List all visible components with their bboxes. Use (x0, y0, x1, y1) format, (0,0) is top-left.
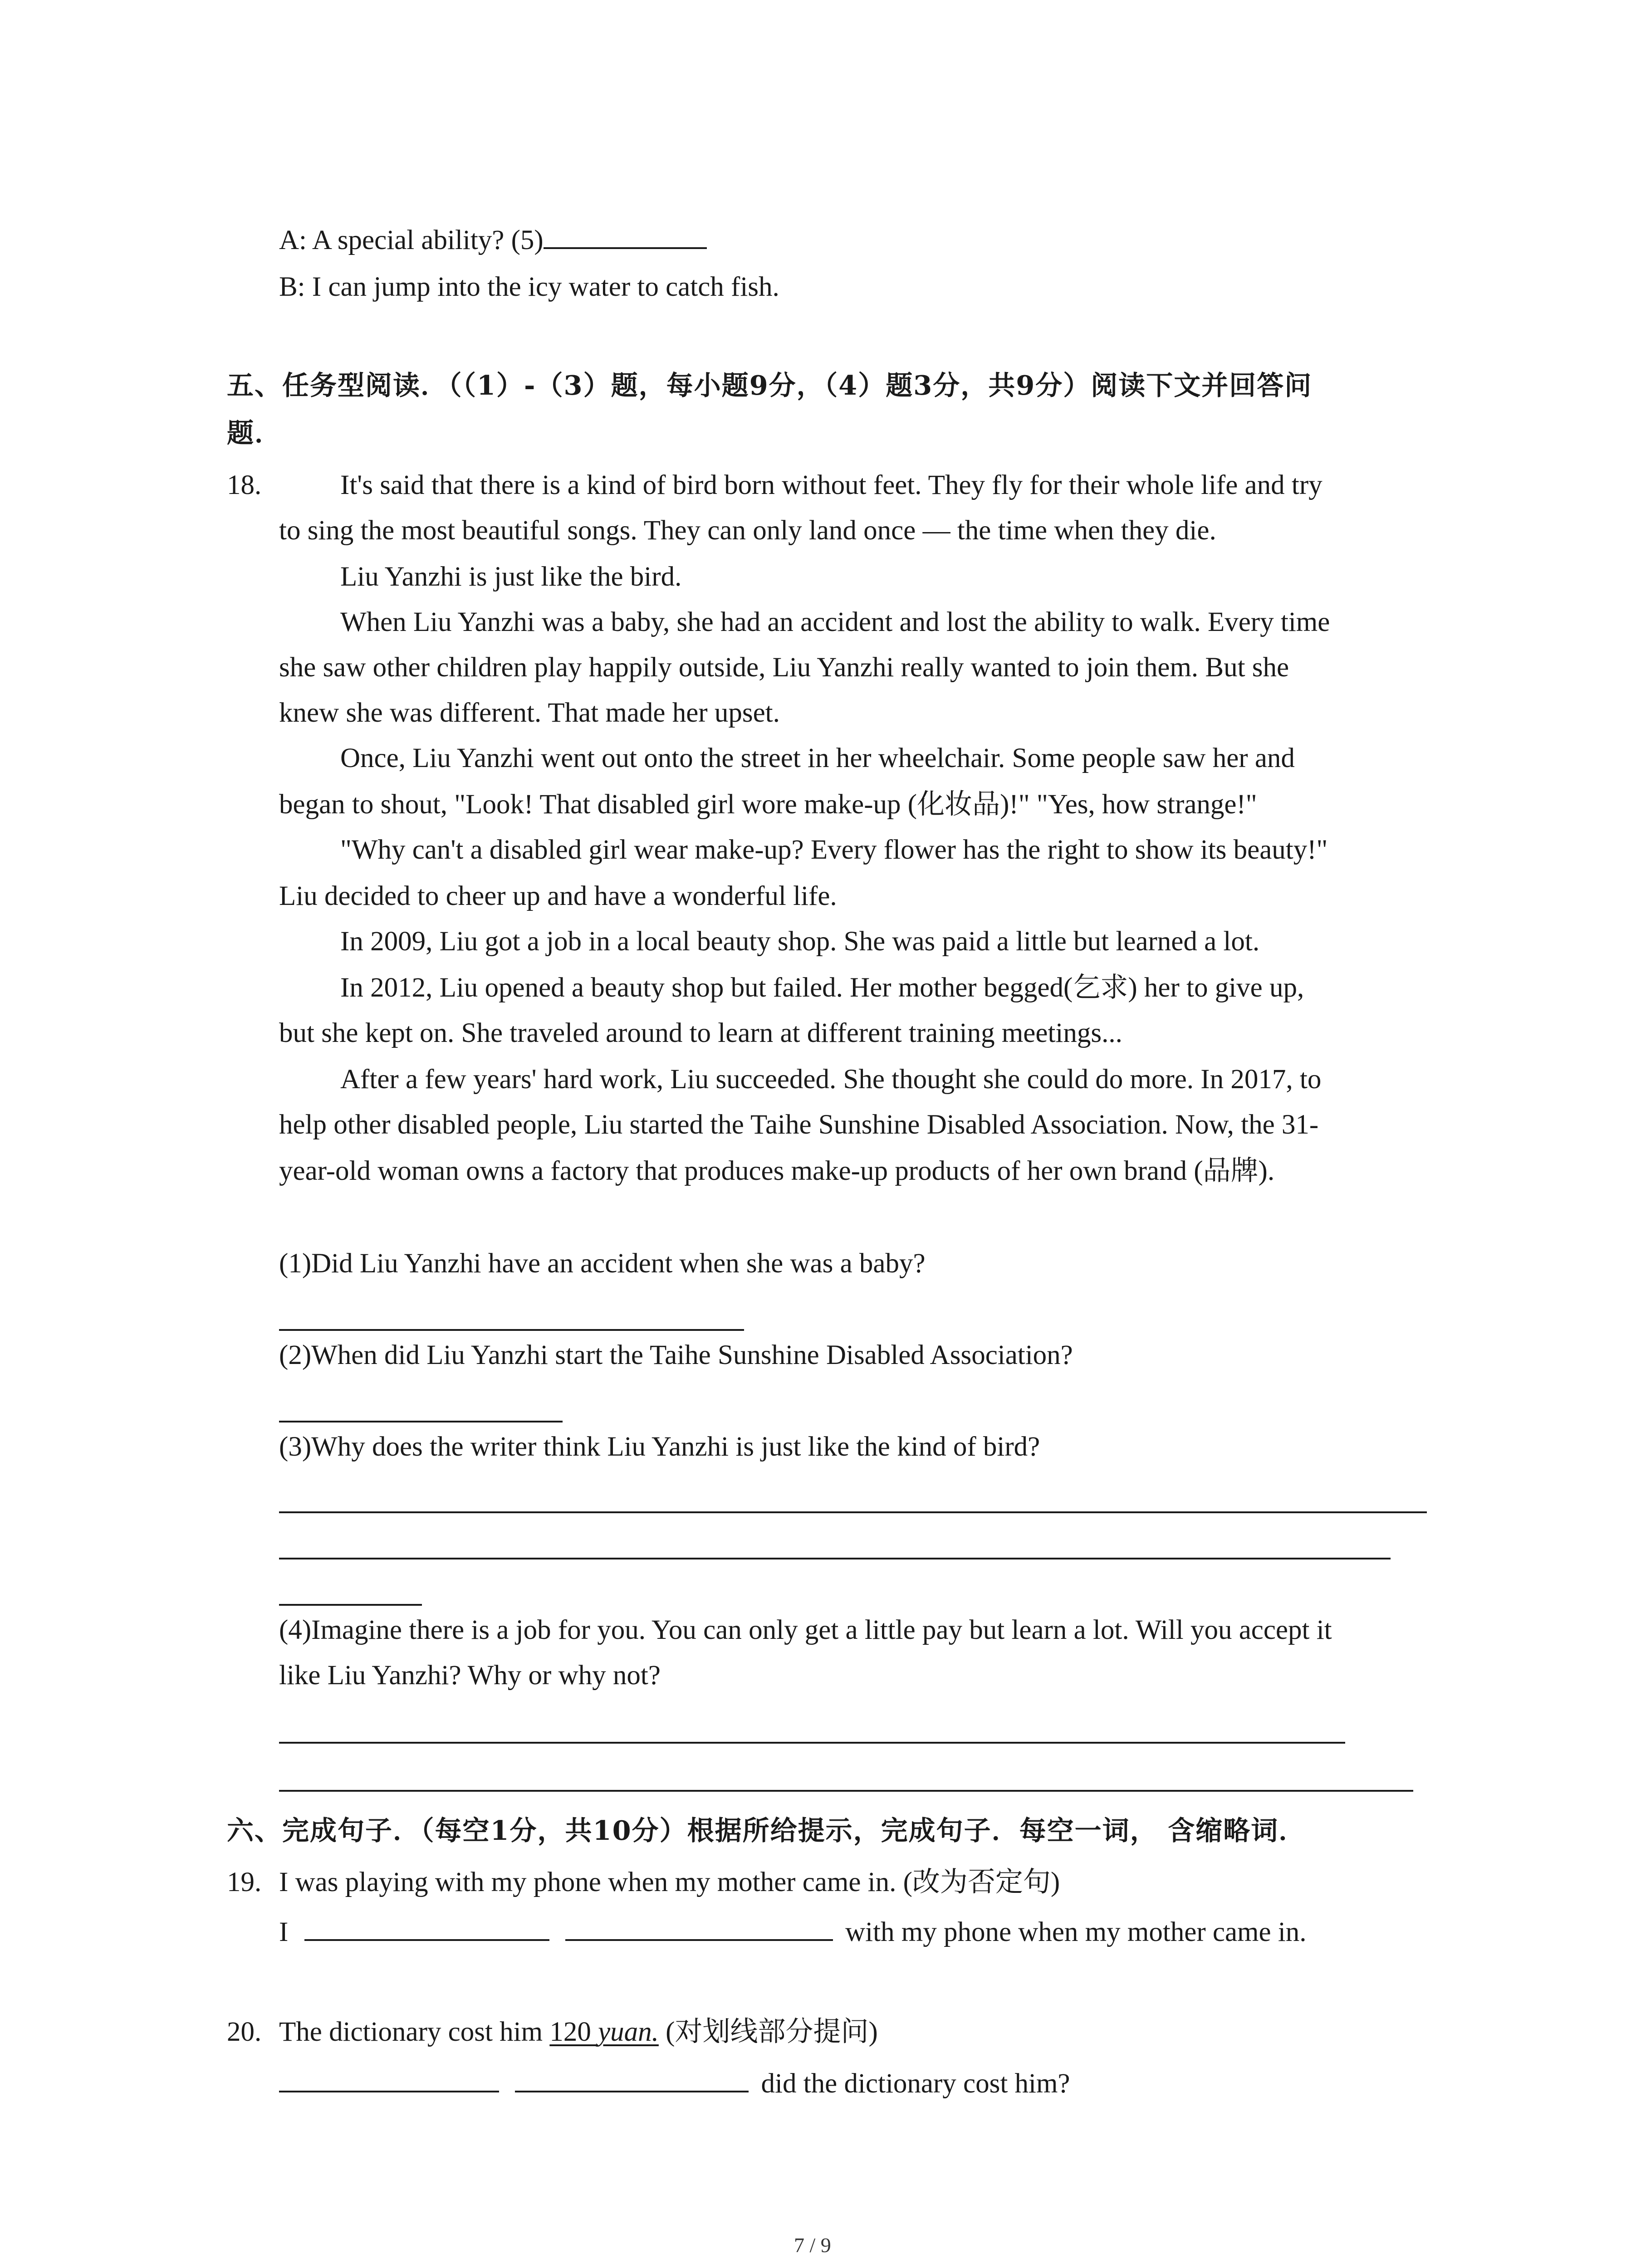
q19-answer-end: with my phone when my mother came in. (845, 1917, 1307, 1947)
passage-line: year-old woman owns a factory that produces make-up products of her own brand (品牌). (279, 1156, 1275, 1186)
q20-answer-end: did the dictionary cost him? (761, 2068, 1070, 2099)
q20-prompt-after: (对划线部分提问) (658, 2017, 878, 2047)
passage-line: "Why can't a disabled girl wear make-up? Every flower has the right to show its beauty!" (340, 835, 1328, 865)
passage-line: In 2012, Liu opened a beauty shop but failed. Her mother begged(乞求) her to give up, (340, 973, 1304, 1003)
passage-line: help other disabled people, Liu started the Taihe Sunshine Disabled Association. Now, the 31- (279, 1110, 1319, 1140)
passage-line: but she kept on. She traveled around to learn at different training meetings... (279, 1018, 1122, 1048)
q20-underlined-part: 120 yuan. (549, 2017, 659, 2047)
answer-line-3b[interactable] (279, 1558, 1391, 1559)
page-number: 7 / 9 (794, 2234, 831, 2257)
answer-blank-5[interactable] (544, 218, 707, 249)
passage-line: to sing the most beautiful songs. They can only land once — the time when they die. (279, 515, 1216, 546)
question-number-20: 20. (227, 2017, 262, 2047)
dialogue-b-line: B: I can jump into the icy water to catch fish. (279, 272, 779, 302)
passage-line: she saw other children play happily outside, Liu Yanzhi really wanted to join them. But she (279, 652, 1289, 683)
sub-question-2: (2)When did Liu Yanzhi start the Taihe Sunshine Disabled Association? (279, 1340, 1073, 1370)
dialogue-a-line: A: A special ability? (5) (279, 218, 707, 263)
q20-prompt-before: The dictionary cost him (279, 2017, 550, 2047)
sub-question-3: (3)Why does the writer think Liu Yanzhi is just like the kind of bird? (279, 1432, 1040, 1462)
sub-question-4-cont: like Liu Yanzhi? Why or why not? (279, 1660, 661, 1691)
q20-blank-1[interactable] (279, 2062, 499, 2092)
answer-line-1[interactable] (279, 1329, 744, 1331)
section6-heading: 六、完成句子．（每空1分，共10分）根据所给提示，完成句子．每空一词， 含缩略词． (227, 1815, 1307, 1846)
q19-prompt: I was playing with my phone when my mother came in. (改为否定句) (279, 1867, 1060, 1897)
answer-line-4a[interactable] (279, 1742, 1345, 1744)
passage-line: When Liu Yanzhi was a baby, she had an accident and lost the ability to walk. Every time (340, 607, 1330, 637)
passage-line: began to shout, "Look! That disabled girl wore make-up (化妆品)!" "Yes, how strange!" (279, 789, 1257, 820)
passage-line: Once, Liu Yanzhi went out onto the street in her wheelchair. Some people saw her and (340, 743, 1295, 773)
passage-line: knew she was different. That made her upset. (279, 698, 780, 728)
sub-question-1: (1)Did Liu Yanzhi have an accident when she was a baby? (279, 1248, 926, 1279)
answer-line-3c[interactable] (279, 1604, 422, 1606)
answer-line-2[interactable] (279, 1421, 563, 1422)
answer-line-4b[interactable] (279, 1790, 1413, 1792)
passage-line: It's said that there is a kind of bird born without feet. They fly for their whole life and try (340, 470, 1323, 500)
q19-blank-2[interactable] (565, 1910, 833, 1941)
q20-answer-line (279, 2061, 1070, 2107)
q20-blank-2[interactable] (515, 2062, 749, 2092)
section5-heading-line1: 五、任务型阅读．（（1）-（3）题，每小题9分，（4）题3分，共9分）阅读下文并回答问 (227, 370, 1313, 401)
q19-answer-line (279, 1910, 1307, 1955)
q20-prompt (279, 2009, 878, 2055)
passage-line: Liu decided to cheer up and have a wonderful life. (279, 881, 837, 911)
answer-line-3a[interactable] (279, 1511, 1427, 1513)
passage-line: In 2009, Liu got a job in a local beauty shop. She was paid a little but learned a lot. (340, 926, 1260, 957)
section5-heading-line2: 题． (227, 417, 283, 449)
question-number-19: 19. (227, 1867, 262, 1897)
passage-line: After a few years' hard work, Liu succeeded. She thought she could do more. In 2017, to (340, 1064, 1322, 1095)
passage-line: Liu Yanzhi is just like the bird. (340, 562, 682, 592)
question-number-18: 18. (227, 470, 262, 500)
sub-question-4: (4)Imagine there is a job for you. You can only get a little pay but learn a lot. Will you accept it (279, 1615, 1332, 1645)
q19-answer-start: I (279, 1917, 289, 1947)
q19-blank-1[interactable] (304, 1910, 549, 1941)
